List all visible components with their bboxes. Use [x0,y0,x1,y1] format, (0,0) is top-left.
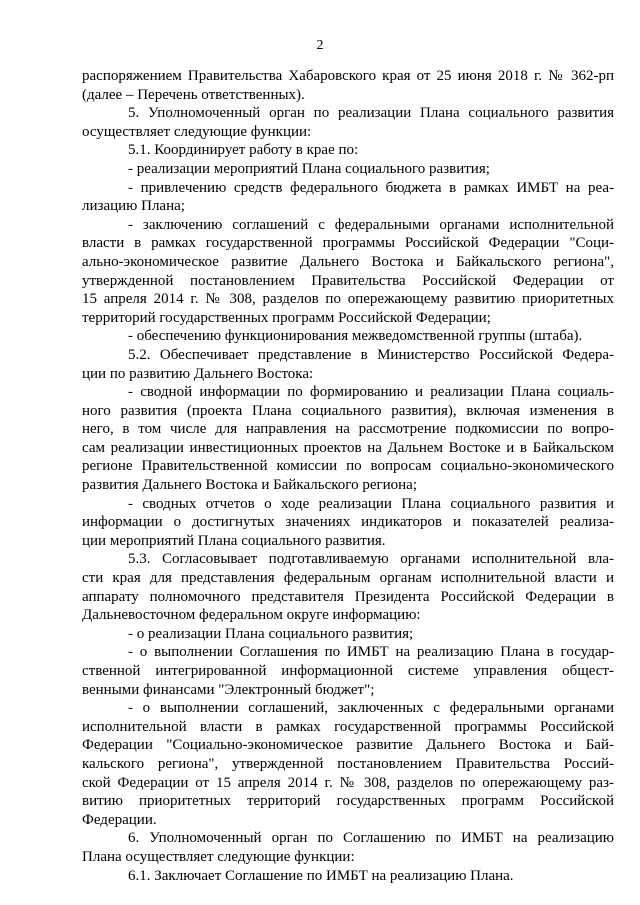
text-line: ного развития (проекта Плана социального развития), включая изменения в [82,402,614,419]
text-line: информации о достигнутых значениях индикаторов и показателей реализа- [82,514,614,531]
text-line: сти края для представления федеральным органам исполнительной власти и [82,570,614,587]
text-line: Дальневосточном федеральном округе информацию: [82,607,421,624]
page-number: 2 [316,38,324,53]
text-line: (далее – Перечень ответственных). [82,86,305,103]
text-line: ции по развитию Дальнего Востока: [82,365,314,382]
text-line: власти в рамках государственной программы Российской Федерации "Соци- [82,235,614,252]
text-line: Федерации. [82,811,157,828]
text-line: 5. Уполномоченный орган по реализации Плана социального развития [128,105,614,122]
text-line: развития Дальнего Востока и Байкальского региона; [82,477,418,494]
text-line: исполнительной власти в рамках государственной программы Российской [82,718,614,735]
text-line: 6. Уполномоченный орган по Соглашению по ИМБТ на реализацию [128,830,614,847]
text-line: ской Федерации от 15 апреля 2014 г. № 308, разделов по опережающему раз- [82,774,614,791]
text-line: кальского региона", утвержденной постановлением Правительства Россий- [82,755,614,772]
text-line: территорий государственных программ Российской Федерации; [82,309,491,326]
text-line: сам реализации инвестиционных проектов на Дальнем Востоке и в Байкальском [82,439,614,456]
text-line: - заключению соглашений с федеральными органами исполнительной [128,216,614,233]
text-line: утвержденной постановлением Правительства Российской Федерации от [82,272,614,289]
text-line: 15 апреля 2014 г. № 308, разделов по опережающему развитию приоритетных [82,291,614,308]
text-line: Плана осуществляет следующие функции: [82,848,355,865]
text-line: ально-экономическое развитие Дальнего Востока и Байкальского региона", [82,253,614,270]
text-line: - сводных отчетов о ходе реализации Плана социального развития и [128,495,614,512]
text-line: Федерации "Социально-экономическое развитие Дальнего Востока и Бай- [82,737,614,754]
text-line: него, в том числе для направления на рассмотрение подкомиссии по вопро- [82,421,614,438]
text-line: - привлечению средств федерального бюджета в рамках ИМБТ на реа- [128,179,614,196]
text-line: 6.1. Заключает Соглашение по ИМБТ на реализацию Плана. [128,867,514,884]
text-line: 5.2. Обеспечивает представление в Министерство Российской Федера- [128,346,614,363]
text-line: ственной интегрированной информационной системе управления общест- [82,663,614,679]
text-line: осуществляет следующие функции: [82,123,312,140]
text-line: распоряжением Правительства Хабаровского края от 25 июня 2018 г. № 362-рп [82,68,614,84]
text-line: ции мероприятий Плана социального развития. [82,532,386,549]
text-line: - о выполнении соглашений, заключенных с федеральными органами [128,700,614,717]
text-line: аппарату полномочного представителя Президента Российской Федерации в [82,588,614,605]
text-line: 5.3. Согласовывает подготавливаемую органами исполнительной вла- [128,551,614,568]
text-line: регионе Правительственной комиссии по вопросам социально-экономического [82,458,614,475]
text-line: - обеспечению функционирования межведомственной группы (штаба). [128,328,583,345]
text-line: - реализации мероприятий Плана социального развития; [128,160,490,177]
text-line: 5.1. Координирует работу в крае по: [128,142,359,159]
text-line: - о реализации Плана социального развития; [128,625,414,642]
text-line: витию приоритетных территорий государственных программ Российской [82,793,614,810]
text-line: лизацию Плана; [82,198,185,215]
text-line: венными финансами "Электронный бюджет"; [82,681,375,698]
text-line: - о выполнении Соглашения по ИМБТ на реализацию Плана в государ- [128,644,614,661]
text-line: - сводной информации по формированию и реализации Плана социаль- [128,384,614,401]
document-body [82,67,614,885]
